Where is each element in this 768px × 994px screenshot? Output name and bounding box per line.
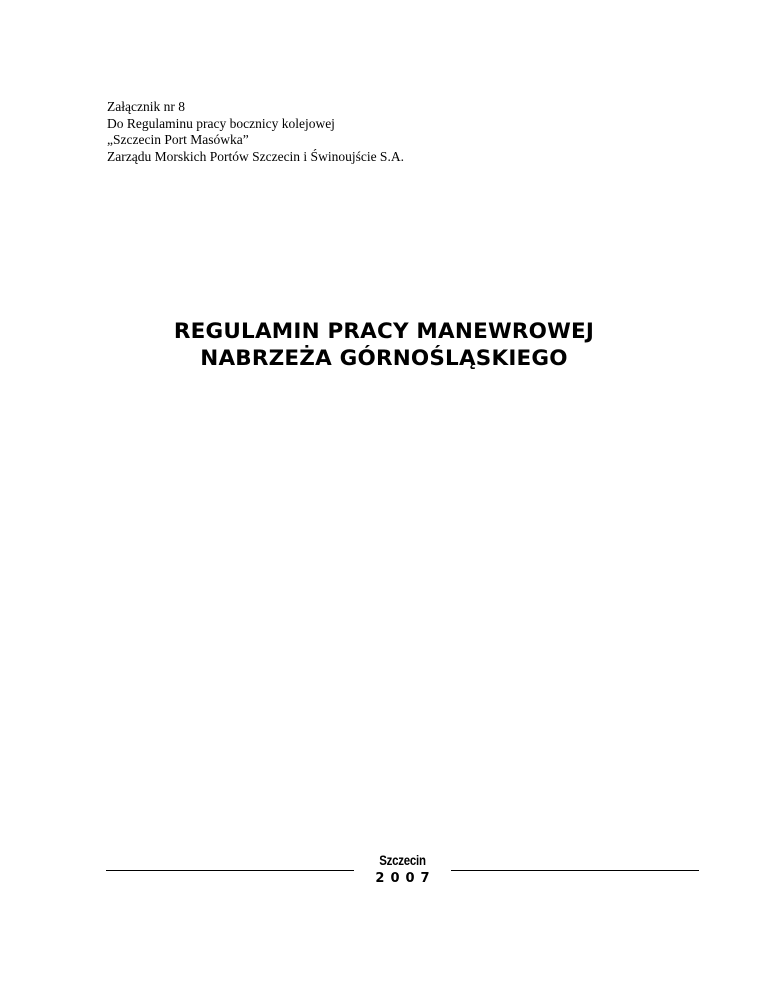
annex-line-authority: Zarządu Morskich Portów Szczecin i Świnoujście S.A. — [107, 148, 404, 164]
footer-place: Szczecin — [379, 852, 426, 868]
footer-rule-left — [106, 870, 354, 871]
title-line-1: REGULAMIN PRACY MANEWROWEJ — [173, 319, 595, 344]
annex-line-siding-name: „Szczecin Port Masówka” — [107, 132, 249, 147]
title-line-2: NABRZEŻA GÓRNOŚLĄSKIEGO — [200, 346, 568, 371]
annex-header — [107, 99, 627, 165]
document-title — [0, 318, 768, 372]
annex-line-regulation: Do Regulaminu pracy bocznicy kolejowej — [107, 115, 335, 131]
footer-rule-right — [451, 870, 699, 871]
footer-year: 2007 — [375, 871, 436, 886]
annex-line-number: Załącznik nr 8 — [107, 99, 185, 114]
